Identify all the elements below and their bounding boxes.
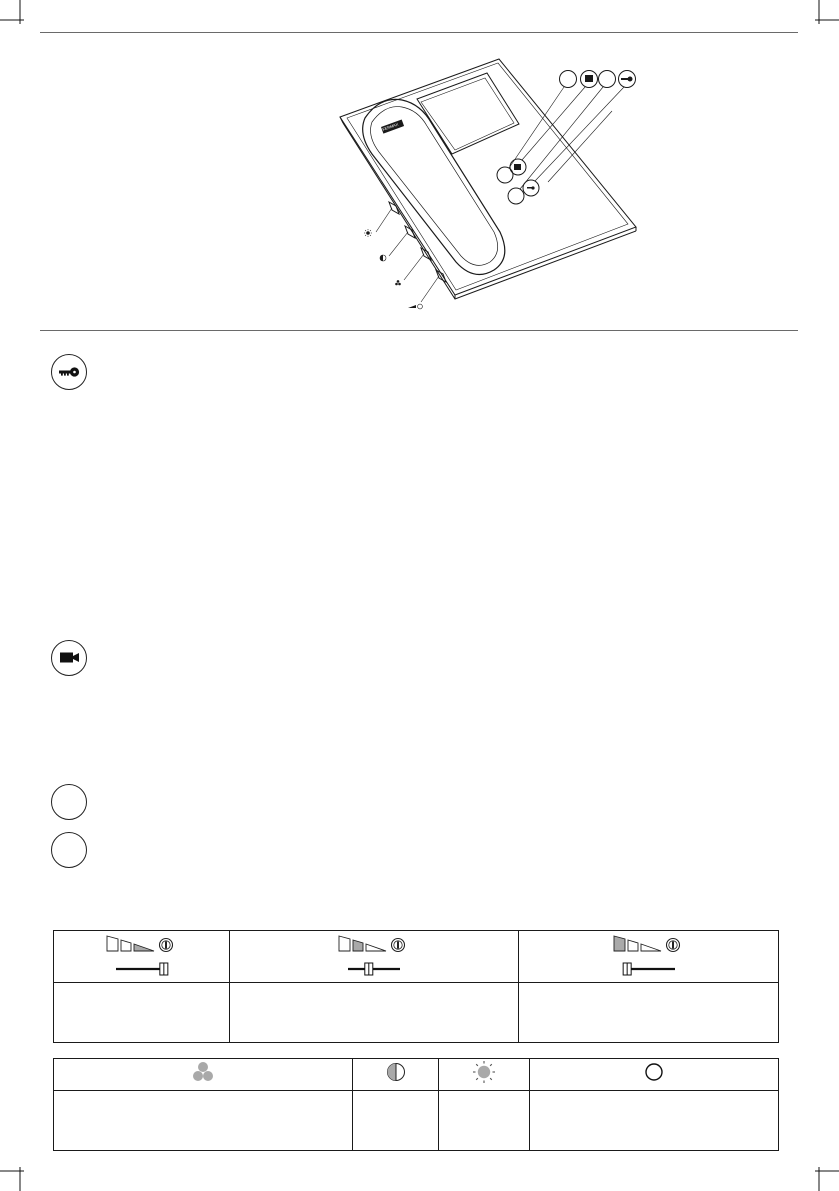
volume-level-max: [100, 931, 184, 977]
settings-cell-contrast: [353, 1091, 439, 1151]
volume-segment-2: [628, 940, 638, 951]
settings-header-brightness: [439, 1059, 530, 1091]
settings-header-color: [54, 1059, 353, 1091]
volume-level-mid: [332, 931, 416, 977]
volume-segment-2: [353, 940, 363, 951]
volume-segment-2: [121, 940, 131, 951]
contrast-icon: [385, 1061, 407, 1083]
function-button-1[interactable]: [51, 784, 87, 820]
volume-cell-max: [54, 983, 230, 1043]
key-icon: [621, 77, 633, 82]
monitor-diagram: [300, 48, 680, 324]
volume-header-mid: [230, 931, 519, 983]
color-icon: [395, 280, 401, 285]
settings-header-contrast: [353, 1059, 439, 1091]
camera-icon: [52, 641, 86, 675]
function-button-2[interactable]: [51, 832, 87, 868]
volume-segment-3: [366, 944, 386, 951]
camera-button[interactable]: [51, 640, 87, 676]
brightness-icon: [471, 1059, 497, 1085]
key-icon: [52, 355, 86, 389]
volume-level-min: [607, 931, 691, 977]
volume-segment-3: [641, 944, 661, 951]
top-rule: [40, 32, 798, 33]
volume-knob-icon: [159, 939, 172, 952]
volume-cell-min: [519, 983, 779, 1043]
volume-knob-icon: [666, 939, 679, 952]
volume-table: [53, 930, 779, 1043]
volume-segment-1: [107, 936, 118, 951]
section-rule: [40, 330, 798, 331]
settings-cell-color: [54, 1091, 353, 1151]
color-icon: [189, 1060, 217, 1084]
settings-table: [53, 1058, 779, 1151]
brightness-icon: [364, 229, 372, 237]
volume-icon: [408, 304, 422, 309]
camera-icon: [585, 75, 593, 82]
settings-cell-button: [530, 1091, 779, 1151]
brand-label: FERMAX: [381, 121, 400, 132]
volume-segment-1: [339, 936, 350, 951]
volume-knob-icon: [392, 939, 405, 952]
volume-cell-mid: [230, 983, 519, 1043]
settings-header-button: [530, 1059, 779, 1091]
volume-header-min: [519, 931, 779, 983]
volume-segment-1: [614, 936, 625, 951]
contrast-icon: [380, 255, 386, 261]
button-circle-icon: [643, 1061, 665, 1083]
door-release-button[interactable]: [51, 354, 87, 390]
volume-segment-3: [134, 944, 154, 951]
settings-cell-brightness: [439, 1091, 530, 1151]
volume-header-max: [54, 931, 230, 983]
